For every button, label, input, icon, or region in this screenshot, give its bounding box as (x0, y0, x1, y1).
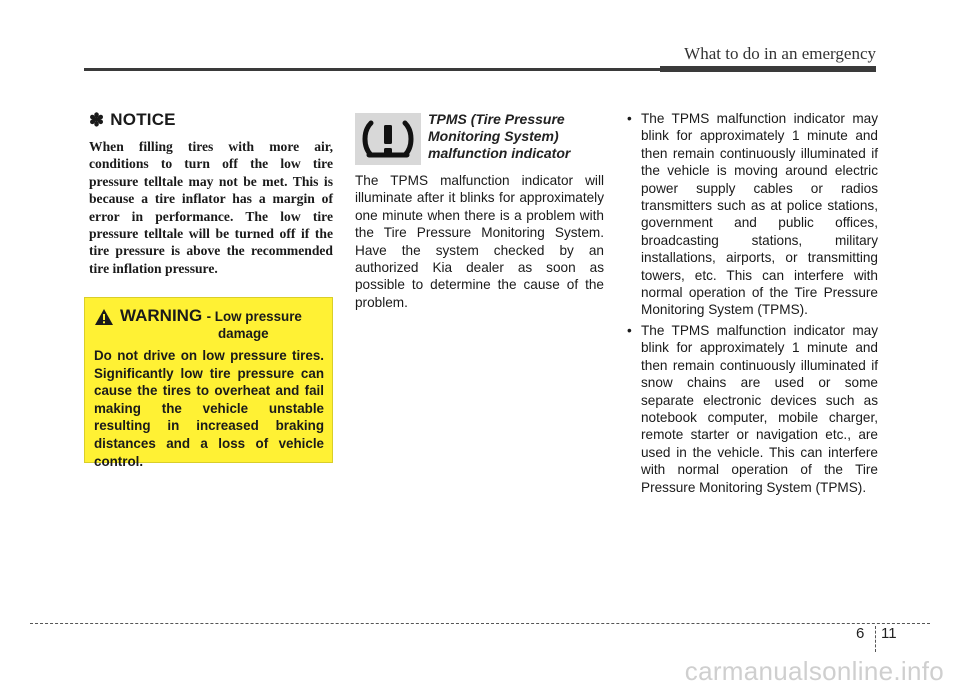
bullet-list (626, 110, 878, 496)
notice-body: When filling tires with more air, conditions to turn off the low tire pressure telltale may not be met. This is because a tire inflator has a margin of error in performance. The low tire pressure telltale will be turned off if the tire pressure is above the recommended tire inflation pressure. (89, 139, 333, 276)
warning-title: WARNING (120, 306, 203, 325)
notice-title: NOTICE (110, 110, 176, 129)
header-section-title: What to do in an emergency (684, 44, 876, 63)
warning-triangle-icon (94, 308, 114, 326)
tpms-heading-line2: Monitoring System) (428, 128, 559, 144)
header-rule-tab (660, 66, 876, 72)
warning-subtitle-line1: - Low pressure (206, 309, 302, 324)
warning-title-block (120, 307, 302, 342)
warning-box (84, 297, 333, 469)
chapter-number: 6 (856, 625, 865, 642)
notice-section (89, 110, 333, 277)
warning-header (94, 307, 324, 342)
list-item (626, 322, 878, 496)
bullet-text: The TPMS malfunction indicator may blink for approximately 1 minute and then remain continuously illuminated if the vehicle is moving around electric power supply cables or radios transmitters such as at police stations, government and public offices, broadcasting stations, military installations, airports, or transmitting towers, etc. This can interfere with normal operation of the Tire Pressure Monitoring System (TPMS). (641, 111, 878, 318)
bullet-text: The TPMS malfunction indicator may blink for approximately 1 minute and then remain continuously illuminated if snow chains are used or some separate electronic devices such as notebook computer, mobile charger, remote starter or navigation etc., are used in the vehicle. This can interfere with normal operation of the Tire Pressure Monitoring System (TPMS). (641, 322, 878, 495)
list-item (626, 110, 878, 319)
tpms-heading (428, 111, 608, 162)
notice-asterisk-icon: ✽ (89, 110, 105, 130)
footer-rule (30, 623, 930, 624)
bullet-icon: • (627, 111, 632, 126)
watermark: carmanualsonline.info (684, 656, 944, 686)
tpms-icon-graphic (361, 119, 415, 159)
notice-heading (89, 110, 333, 130)
page-number: 11 (881, 625, 897, 642)
bullet-icon: • (627, 322, 632, 338)
tpms-heading-line3: malfunction indicator (428, 145, 571, 161)
warning-body: Do not drive on low pressure tires. Significantly low tire pressure can cause the tires to overheat and fail making the vehicle unstable resulting in increased braking distances and a loss of vehicle control. (94, 348, 324, 469)
tpms-body: The TPMS malfunction indicator will illuminate after it blinks for approximately one minute when there is a problem with the Tire Pressure Monitoring System. Have the system checked by an authorized Kia dealer as soon as possible to determine the cause of the problem. (355, 173, 604, 310)
tpms-notes-section (626, 110, 878, 499)
warning-subtitle-line2: damage (218, 326, 269, 341)
tpms-heading-line1: TPMS (Tire Pressure (428, 111, 565, 127)
tpms-malfunction-icon (355, 113, 421, 165)
page-separator (875, 626, 876, 652)
